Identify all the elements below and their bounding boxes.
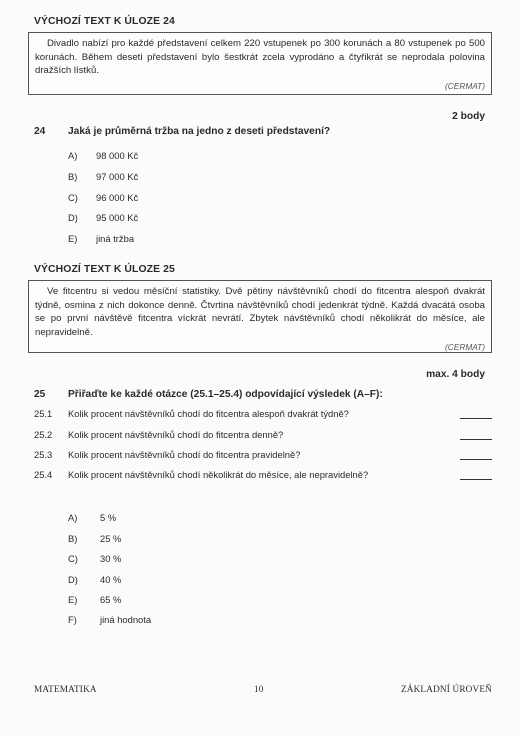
source-credit-24: (CERMAT) [445, 80, 485, 91]
source-text-24: Divadlo nabízí pro každé představení celkem 220 vstupenek po 300 korunách a 80 vstupenek po 500 korunách. Během deseti představení bylo šestkrát zcela vyprodáno a čtyřikrát se neprodala polovina dražších lístků. [35, 38, 485, 76]
subquestion-number: 25.4 [34, 469, 53, 480]
answer-blank-25-4[interactable] [460, 479, 492, 480]
source-text-box-25 [28, 280, 492, 353]
points-25: max. 4 body [426, 369, 485, 380]
heading-24: VÝCHOZÍ TEXT K ÚLOZE 24 [34, 16, 175, 27]
footer-subject: MATEMATIKA [34, 684, 97, 694]
option-text: 5 % [100, 512, 117, 523]
subquestion-number: 25.2 [34, 429, 53, 440]
option-text: 96 000 Kč [96, 192, 139, 203]
option-letter: F) [68, 614, 77, 625]
option-letter: A) [68, 512, 78, 523]
subquestion-number: 25.3 [34, 449, 53, 460]
option-text: 30 % [100, 553, 122, 564]
option-text: 97 000 Kč [96, 171, 139, 182]
page-number: 10 [254, 684, 264, 694]
option-letter: A) [68, 150, 78, 161]
option-text: jiná tržba [96, 233, 135, 244]
option-letter: C) [68, 553, 78, 564]
subquestion-text: Kolik procent návštěvníků chodí do fitcentra alespoň dvakrát týdně? [68, 408, 349, 419]
footer-level: ZÁKLADNÍ ÚROVEŇ [400, 684, 492, 694]
subquestion-text: Kolik procent návštěvníků chodí do fitcentra denně? [68, 429, 284, 440]
subquestion-text: Kolik procent návštěvníků chodí několikrát do měsíce, ale nepravidelně? [68, 469, 369, 480]
option-letter: D) [68, 574, 78, 585]
option-text: 95 000 Kč [96, 212, 139, 223]
question-number-25: 25 [34, 389, 46, 400]
answer-blank-25-1[interactable] [460, 418, 492, 419]
source-credit-25: (CERMAT) [445, 342, 485, 352]
option-letter: B) [68, 533, 78, 544]
points-24: 2 body [452, 111, 485, 122]
option-letter: E) [68, 233, 78, 244]
option-letter: B) [68, 171, 78, 182]
heading-25: VÝCHOZÍ TEXT K ÚLOZE 25 [34, 264, 175, 275]
source-text-box-24 [28, 32, 492, 95]
source-text-25: Ve fitcentru si vedou měsíční statistiky. Dvě pětiny návštěvníků chodí do fitcentra alespoň dvakrát týdně, osmina z nich dokonce denně. Čtvrtina návštěvníků chodí jedenkrát týdně. Každá dvacátá osoba se po první návštěvě fitcentra víckrát nevrátí. Zbytek návštěvníků chodí několikrát do měsíce, ale nepravidelně. [35, 286, 485, 338]
subquestion-number: 25.1 [34, 408, 53, 419]
question-text-25: Přiřaďte ke každé otázce (25.1–25.4) odpovídající výsledek (A–F): [68, 389, 383, 400]
answer-blank-25-2[interactable] [460, 439, 492, 440]
question-text-24: Jaká je průměrná tržba na jedno z deseti představení? [68, 126, 331, 137]
option-text: jiná hodnota [100, 614, 152, 625]
option-letter: C) [68, 192, 78, 203]
option-letter: E) [68, 594, 78, 605]
option-letter: D) [68, 212, 78, 223]
option-text: 40 % [100, 574, 122, 585]
option-text: 98 000 Kč [96, 150, 139, 161]
answer-blank-25-3[interactable] [460, 459, 492, 460]
option-text: 25 % [100, 533, 122, 544]
question-number-24: 24 [34, 126, 46, 137]
subquestion-text: Kolik procent návštěvníků chodí do fitcentra pravidelně? [68, 449, 301, 460]
option-text: 65 % [100, 594, 122, 605]
